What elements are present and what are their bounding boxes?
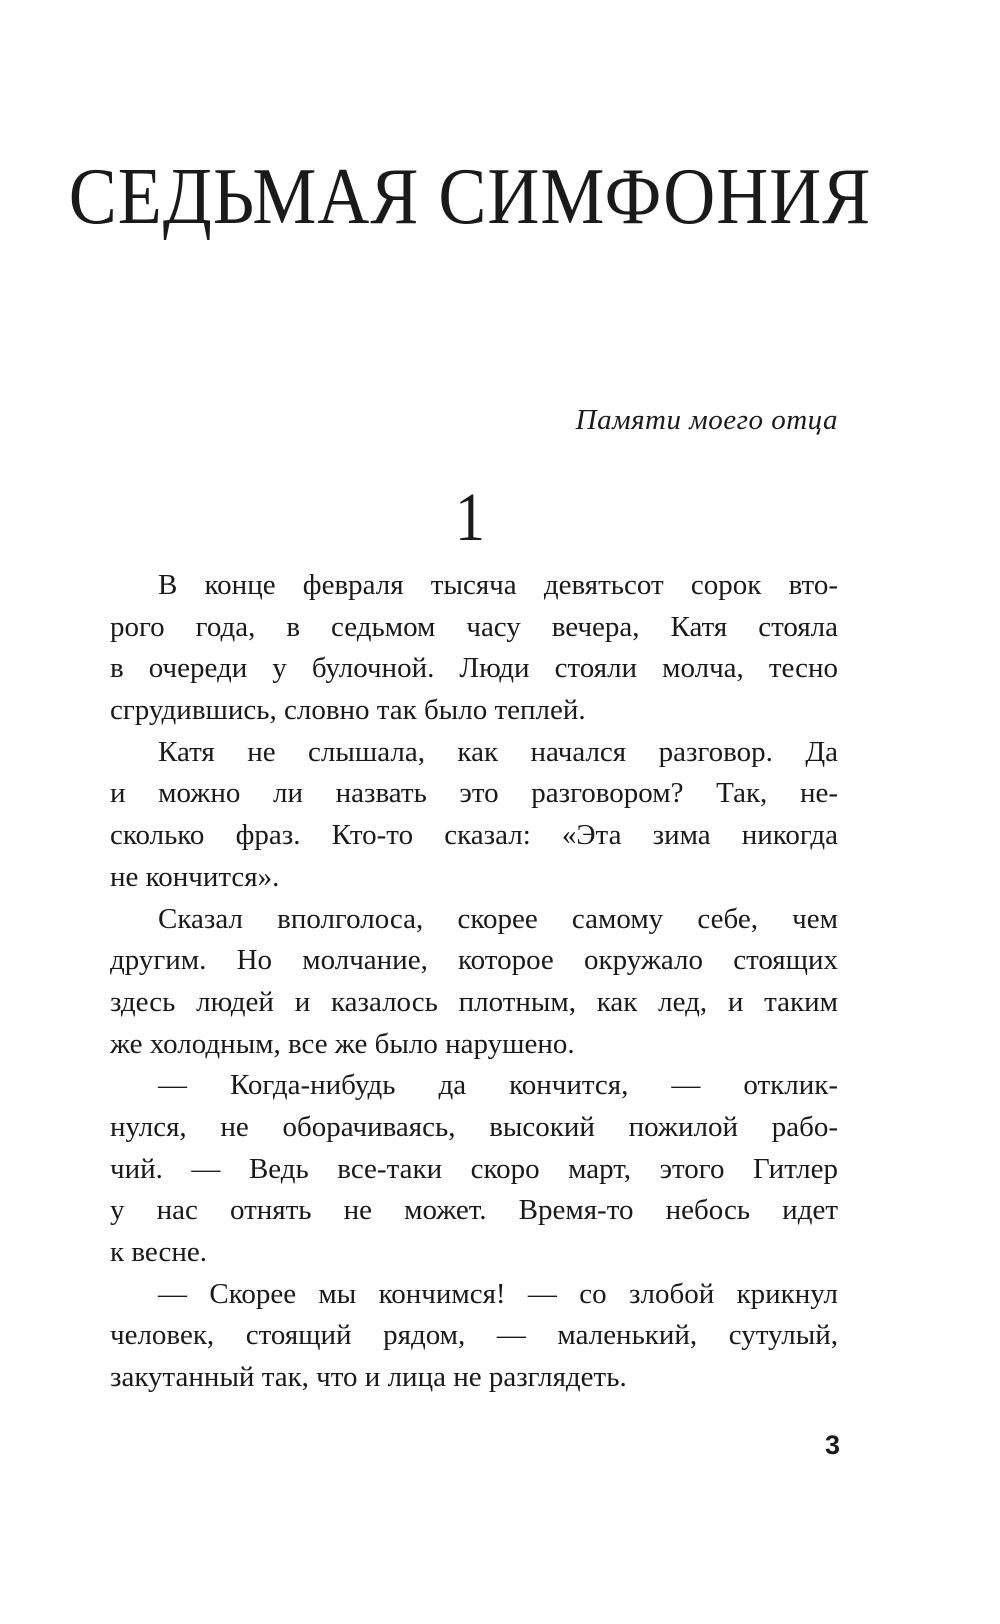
- text-line: рого года, в седьмом часу вечера, Катя стояла: [110, 610, 838, 643]
- paragraph: [110, 1274, 838, 1399]
- chapter-number: 1: [455, 479, 485, 556]
- text-line: Катя не слышала, как начался разговор. Да: [158, 735, 838, 768]
- text-line: у нас отнять не может. Время-то небось идет: [110, 1194, 838, 1227]
- paragraph: [110, 899, 838, 1066]
- paragraph: [110, 565, 838, 732]
- text-line: — Когда-нибудь да кончится, — отклик-: [158, 1069, 838, 1102]
- paragraph: [110, 1065, 838, 1273]
- text-line: Сказал вполголоса, скорее самому себе, чем: [158, 902, 838, 935]
- text-line: — Скорее мы кончимся! — со злобой крикнул: [158, 1277, 838, 1310]
- body-text: [110, 565, 838, 1399]
- paragraph: [110, 732, 838, 899]
- dedication: Памяти моего отца: [575, 404, 838, 436]
- page-number: 3: [824, 1430, 840, 1460]
- text-line: закутанный так, что и лица не разглядеть.: [110, 1361, 627, 1394]
- chapter-title: СЕДЬМАЯ СИМФОНИЯ: [68, 151, 872, 241]
- text-line: в очереди у булочной. Люди стояли молча, тесно: [110, 652, 838, 685]
- text-line: человек, стоящий рядом, — маленький, сутулый,: [110, 1319, 838, 1352]
- text-line: чий. — Ведь все-таки скоро март, этого Гитлер: [110, 1152, 838, 1185]
- text-line: В конце февраля тысяча девятьсот сорок вто-: [158, 569, 838, 601]
- text-line: и можно ли назвать это разговором? Так, не-: [110, 777, 838, 810]
- text-line: нулся, не оборачиваясь, высокий пожилой рабо-: [110, 1110, 838, 1143]
- text-line: сгрудившись, словно так было теплей.: [110, 694, 586, 727]
- text-line: здесь людей и казалось плотным, как лед, и таким: [110, 985, 838, 1018]
- text-line: же холодным, все же было нарушено.: [110, 1027, 575, 1060]
- text-line: к весне.: [110, 1236, 207, 1268]
- text-line: сколько фраз. Кто-то сказал: «Эта зима никогда: [110, 819, 838, 852]
- text-line: не кончится».: [110, 860, 280, 893]
- text-line: другим. Но молчание, которое окружало стоящих: [110, 944, 838, 977]
